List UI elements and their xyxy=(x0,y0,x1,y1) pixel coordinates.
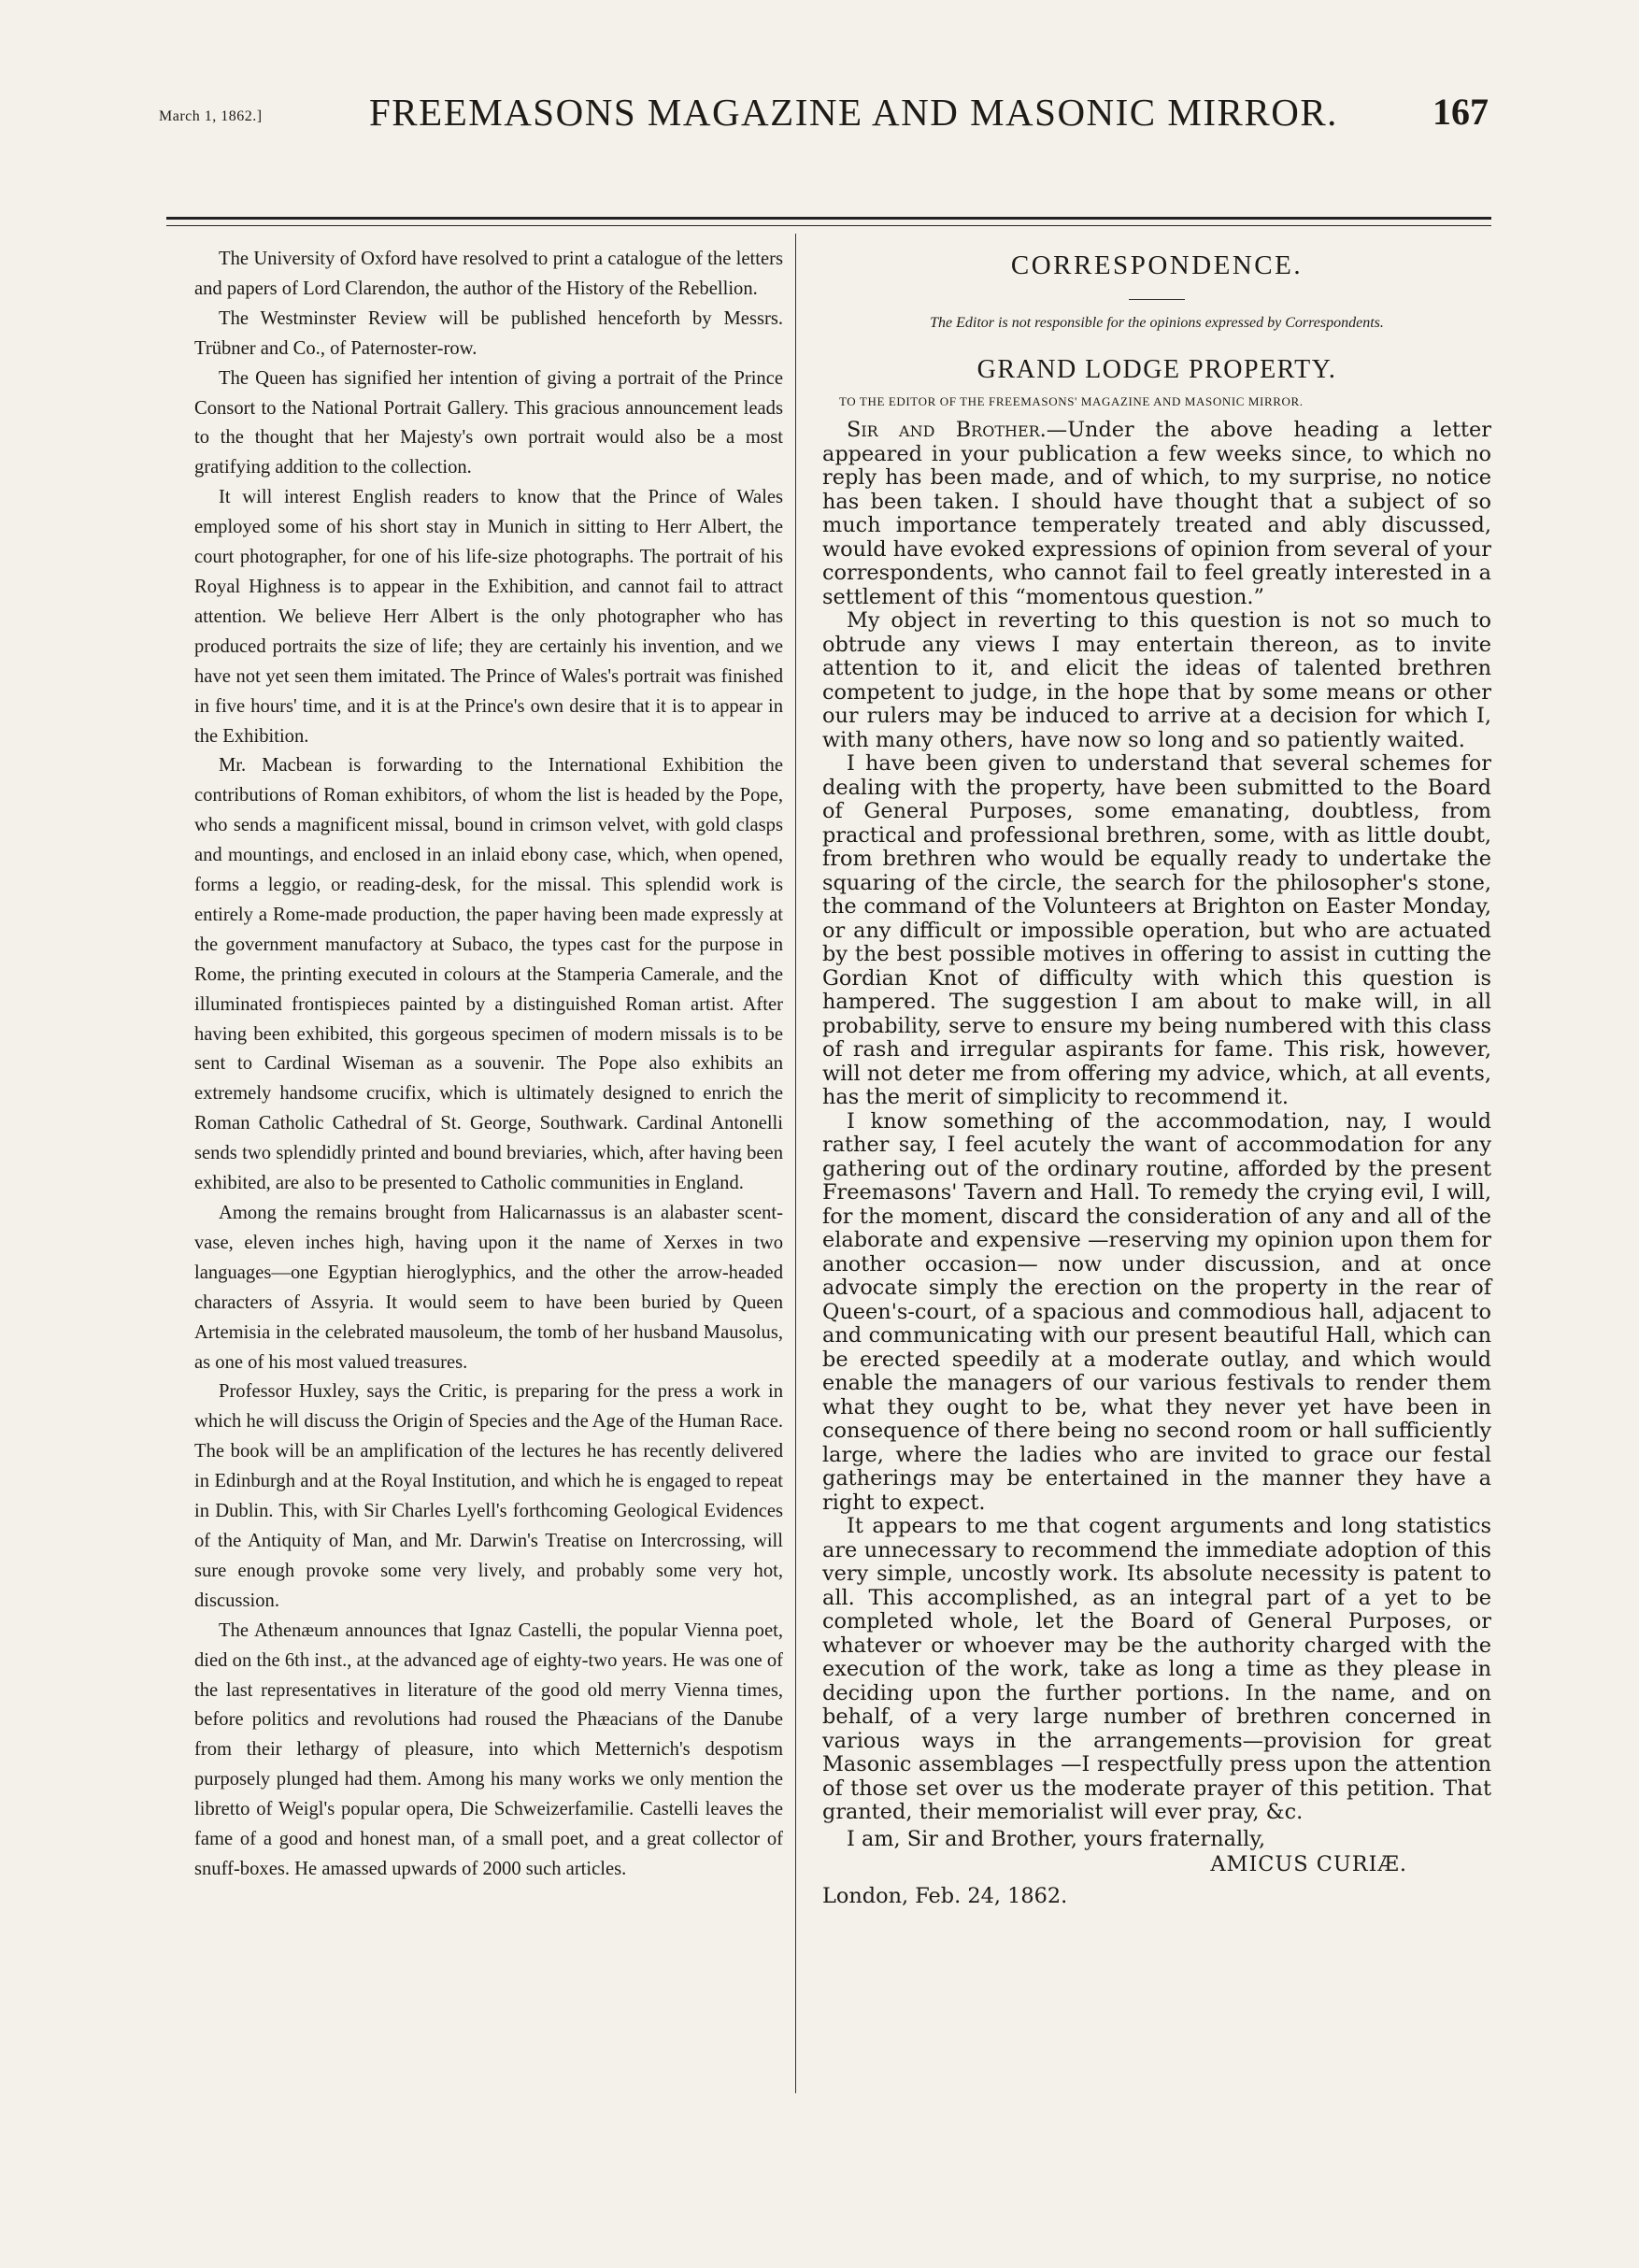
header-rule-thick xyxy=(166,217,1491,220)
place-date: London, Feb. 24, 1862. xyxy=(822,1883,1068,1908)
header-rule-thin xyxy=(166,225,1491,226)
column-divider xyxy=(795,234,796,2093)
news-paragraph: Professor Huxley, says the Critic, is preparing for the press a work in which he will discuss the Origin of Species and the Age of the Human Race. The book will be an amplification of the lectures he has recently delivered in Edinburgh and at the Royal Institution, and which he is engaged to repeat in Dublin. This, with Sir Charles Lyell's forthcoming Geological Evidences of the Antiquity of Man, and Mr. Darwin's Treatise on Intercrossing, will sure enough provoke some very lively, and probably some very hot, discussion. xyxy=(194,1381,783,1611)
editor-note: The Editor is not responsible for the opinions expressed by Correspondents. xyxy=(930,315,1384,331)
page-header xyxy=(159,77,1490,142)
letter-paragraph: I have been given to understand that several schemes for dealing with the property, have been submitted to the Board of General Purposes, some emanating, doubtless, from practical and professional brethren, some, with as little doubt, from brethren who would be equally ready to undertake the squaring of the circle, the search for the philosopher's stone, the command of the Volunteers at Brighton on Easter Monday, or any difficult or impossible operation, but who are actuated by the best possible motives in offering to assist in cutting the Gordian Knot of difficulty with which this question is hampered. The suggestion I am about to make will, in all probability, serve to ensure my being numbered with this class of rash and irregular aspirants for fame. This risk, however, will not deter me from offering my advice, which, at all events, has the merit of simplicity to recommend it. xyxy=(822,751,1491,1109)
news-paragraph: The University of Oxford have resolved to print a catalogue of the letters and papers of Lord Clarendon, the author of the History of the Rebellion. xyxy=(194,249,783,299)
news-paragraph: It will interest English readers to know that the Prince of Wales employed some of his short stay in Munich in sitting to Herr Albert, the court photographer, for one of his life-size photographs. The portrait of his Royal Highness is to appear in the Exhibition, and cannot fail to attract attention. We believe Herr Albert is the only photographer who has produced portraits the size of life; they are certainly his invention, and we have not yet seen them imitated. The Prince of Wales's portrait was finished in five hours' time, and it is at the Prince's own desire that it is to appear in the Exhibition. xyxy=(194,487,783,747)
page-number: 167 xyxy=(1432,91,1489,133)
letter-paragraph: My object in reverting to this question is not so much to obtrude any views I may entertain thereon, as to invite attention to it, and elicit the ideas of talented brethren competent to judge, in the hope that by some means or other our rulers may be induced to arrive at a decision for which I, with many others, have now so long and so patiently waited. xyxy=(822,608,1491,752)
article-title: GRAND LODGE PROPERTY. xyxy=(976,355,1337,384)
letter-paragraph-text: —Under the above heading a letter appeared in your publication a few weeks since, to which no reply has been made, and of which, to my surprise, no notice has been taken. I should have thought that a subject of so much importance temperately treated and ably discussed, would have evoked expressions of opinion from several of your correspondents, who cannot fail to feel greatly interested in a settlement of this “momentous question.” xyxy=(822,418,1491,609)
letter-paragraph xyxy=(822,419,1491,609)
to-editor-line: TO THE EDITOR OF THE FREEMASONS' MAGAZINE AND MASONIC MIRROR. xyxy=(839,394,1304,408)
issue-date: March 1, 1862.] xyxy=(159,108,263,124)
letter-paragraph: I know something of the accommodation, nay, I would rather say, I feel acutely the want of accommodation for any gathering out of the ordinary routine, afforded by the present Freemasons' Tavern and Hall. To remedy the crying evil, I will, for the moment, discard the consideration of any and all of the elaborate and expensive —reserving my opinion upon them for another occasion— now under discussion, and at once advocate simply the erection on the property in the rear of Queen's-court, of a spacious and commodious hall, adjacent to and communicating with our present beautiful Hall, which can be erected speedily at a moderate outlay, and which would enable the managers of our various festivals to render them what they ought to be, what they never yet have been in consequence of there being no second room or hall sufficiently large, where the ladies who are invited to grace our festal gatherings may be entertained in the manner they have a right to expect. xyxy=(822,1108,1491,1515)
left-column xyxy=(194,245,783,1885)
section-title: CORRESPONDENCE. xyxy=(1010,250,1304,280)
news-paragraph: The Westminster Review will be published henceforth by Messrs. Trübner and Co., of Paternoster-row. xyxy=(194,307,783,359)
closing-line: I am, Sir and Brother, yours fraternally, xyxy=(847,1826,1266,1851)
right-column xyxy=(822,245,1491,1908)
letter-body xyxy=(822,419,1491,1825)
signature: AMICUS CURIÆ. xyxy=(1210,1852,1407,1876)
letter-closing xyxy=(822,1828,1491,1909)
news-paragraph: Mr. Macbean is forwarding to the International Exhibition the contributions of Roman exhibitors, of whom the list is headed by the Pope, who sends a magnificent missal, bound in crimson velvet, with gold clasps and mountings, and enclosed in an inlaid ebony case, which, when opened, forms a leggio, or reading-desk, for the missal. This splendid work is entirely a Rome-made production, the paper having been made expressly at the government manufactory at Subaco, the types cast for the purpose in Rome, the printing executed in colours at the Stamperia Camerale, and the illuminated frontispieces painted by a distinguished Roman artist. After having been exhibited, this gorgeous specimen of modern missals is to be sent to Cardinal Wiseman as a souvenir. The Pope also exhibits an extremely handsome crucifix, which is ultimately designed to enrich the Roman Catholic Cathedral of St. George, Southwark. Cardinal Antonelli sends two splendidly printed and bound breviaries, which, after having been exhibited, are also to be presented to Catholic communities in England. xyxy=(194,755,783,1194)
salutation: Sir and Brother. xyxy=(847,418,1047,442)
masthead-title: FREEMASONS MAGAZINE AND MASONIC MIRROR. xyxy=(369,91,1338,134)
news-paragraph: The Athenæum announces that Ignaz Castelli, the popular Vienna poet, died on the 6th inst., at the advanced age of eighty-two years. He was one of the last representatives in literature of the good old merry Vienna times, before politics and revolutions had roused the Phæacians of the Danube from their lethargy of pleasure, into which Metternich's despotism purposely plunged had them. Among his many works we only mention the libretto of Weigl's popular opera, Die Schweizerfamilie. Castelli leaves the fame of a good and honest man, of a small poet, and a great collector of snuff-boxes. He amassed upwards of 2000 such articles. xyxy=(194,1619,783,1879)
title-rule xyxy=(1129,299,1185,300)
letter-paragraph: It appears to me that cogent arguments and long statistics are unnecessary to recommend the immediate adoption of this very simple, uncostly work. Its absolute necessity is patent to all. This accomplished, as an integral part of a yet to be completed whole, let the Board of General Purposes, or whatever or whoever may be the authority charged with the execution of the work, take as long a time as they please in deciding upon the further portions. In the name, and on behalf, of a very large number of brethren concerned in various ways in the arrangements—provision for great Masonic assemblages —I respectfully press upon the attention of those set over us the moderate prayer of this petition. That granted, their memorialist will ever pray, &c. xyxy=(822,1514,1491,1824)
news-paragraph: The Queen has signified her intention of giving a portrait of the Prince Consort to the National Portrait Gallery. This gracious announcement leads to the thought that her Majesty's own portrait would also be a most gratifying addition to the collection. xyxy=(194,367,783,478)
news-paragraph: Among the remains brought from Halicarnassus is an alabaster scent-vase, eleven inches high, having upon it the name of Xerxes in two languages—one Egyptian hieroglyphics, and the other the arrow-headed characters of Assyria. It would seem to have been buried by Queen Artemisia in the celebrated mausoleum, the tomb of her husband Mausolus, as one of his most valued treasures. xyxy=(194,1203,783,1373)
